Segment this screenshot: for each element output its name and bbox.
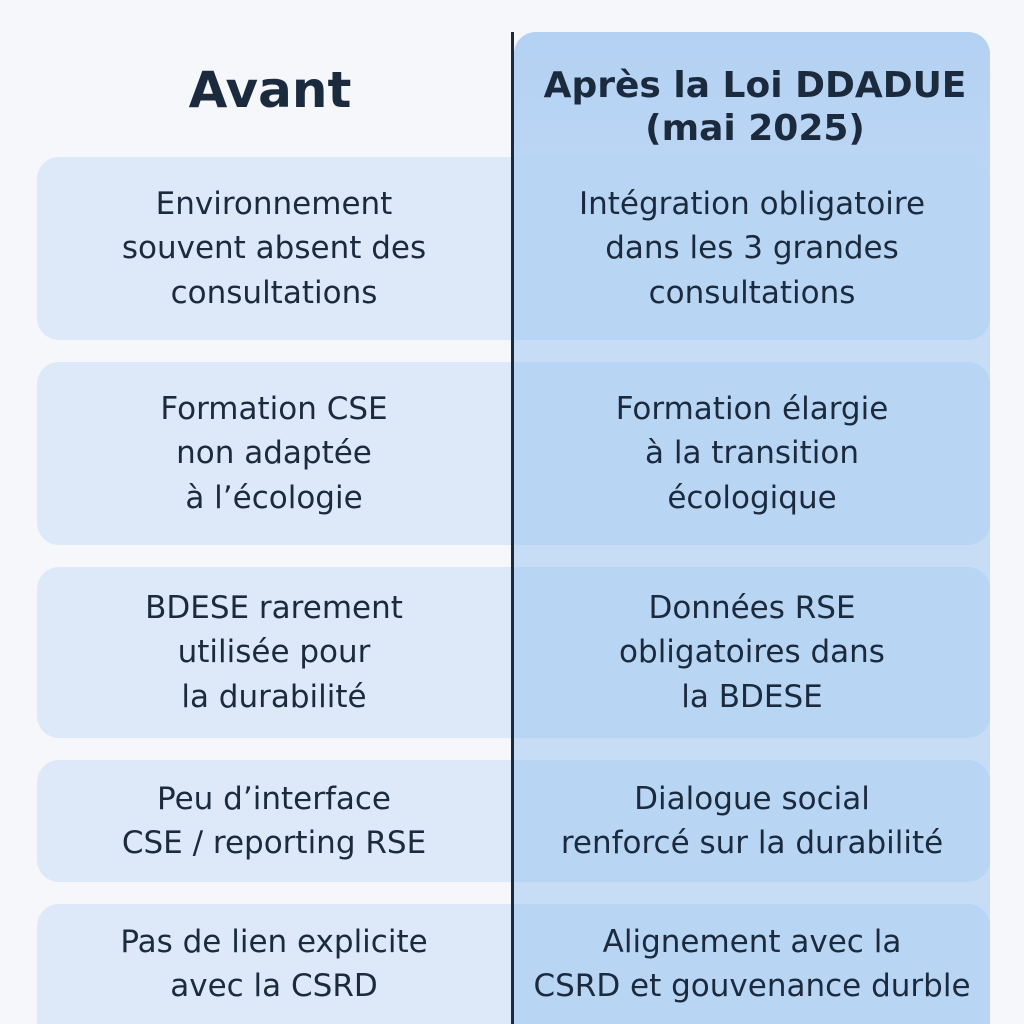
after-cell-row-1: Intégration obligatoire dans les 3 grandes consultations	[514, 157, 990, 340]
after-cell-row-2: Formation élargie à la transition écologique	[514, 362, 990, 545]
after-cell-row-4: Dialogue social renforcé sur la durabilité	[514, 760, 990, 882]
column-divider	[511, 32, 514, 1024]
before-cell-row-3: BDESE rarement utilisée pour la durabilité	[37, 567, 511, 738]
after-cell-row-5: Alignement avec la CSRD et gouvenance durble	[514, 904, 990, 1024]
before-cell-row-2: Formation CSE non adaptée à l’écologie	[37, 362, 511, 545]
before-cell-row-1: Environnement souvent absent des consultations	[37, 157, 511, 340]
after-column-header: Après la Loi DDADUE (mai 2025)	[543, 64, 967, 149]
after-cell-row-3: Données RSE obligatoires dans la BDESE	[514, 567, 990, 738]
before-column-header: Avant	[188, 61, 352, 119]
before-cell-row-4: Peu d’interface CSE / reporting RSE	[37, 760, 511, 882]
before-cell-row-5: Pas de lien explicite avec la CSRD	[37, 904, 511, 1024]
